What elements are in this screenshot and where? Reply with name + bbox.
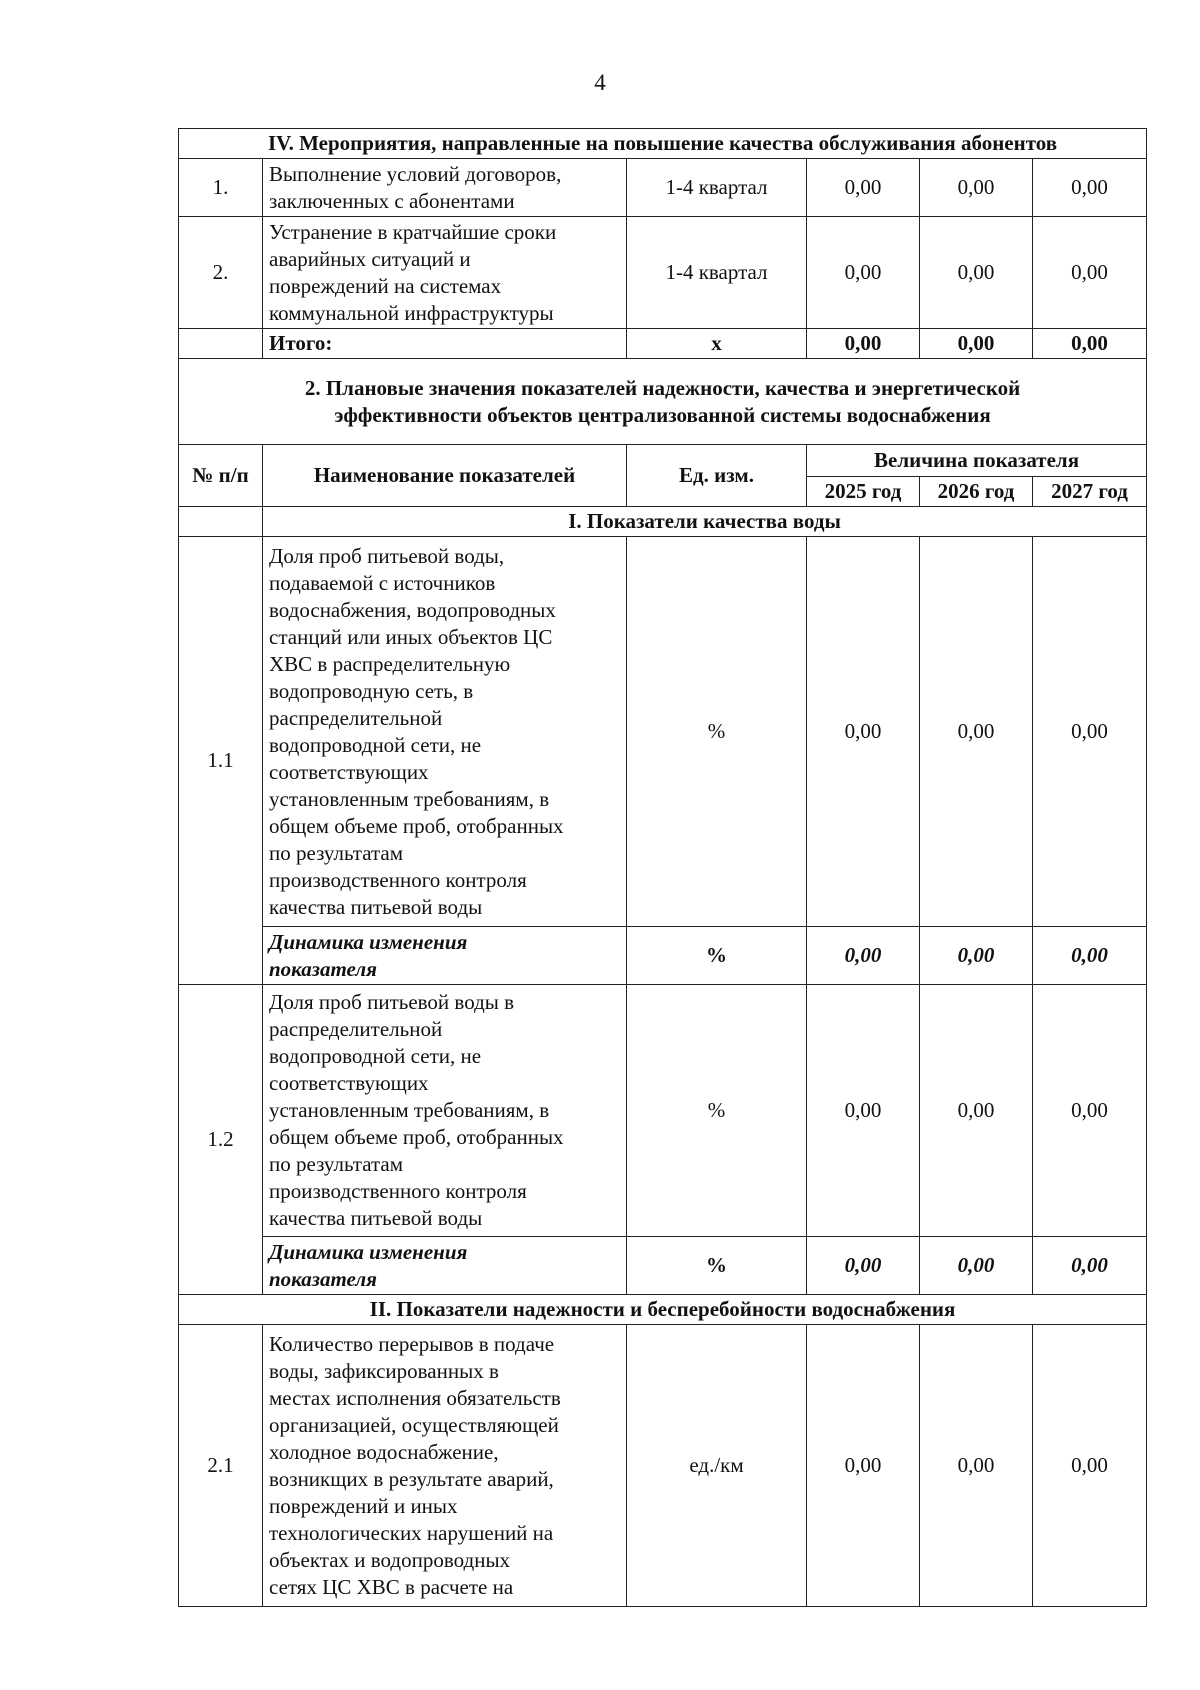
indicator-name: Доля проб питьевой воды в распределительной водопроводной сети, не соответствующих установленным требованиям, в общем объеме проб, отобранных по результатам производственного контроля качества питьевой воды bbox=[263, 985, 627, 1237]
indicator-name: Количество перерывов в подаче воды, зафиксированных в местах исполнения обязательств организацией, осуществляющей холодное водоснабжение, возникщих в результате аварий, повреждений и иных технологических нарушений на объектах и водопроводных сетях ЦС ХВС в расчете на bbox=[263, 1325, 627, 1607]
indicator-name: Доля проб питьевой воды, подаваемой с источников водоснабжения, водопроводных станций или иных объектов ЦС ХВС в распределительную водопроводную сеть, в распределительной водопроводной сети, не соответствующих установленным требованиям, в общем объеме проб, отобранных по результатам производственного контроля качества питьевой воды bbox=[263, 537, 627, 927]
value-2025: 0,00 bbox=[807, 217, 920, 329]
group2-title-row bbox=[179, 1295, 1147, 1325]
section4-title-row bbox=[179, 129, 1147, 159]
value-2025: 0,00 bbox=[807, 985, 920, 1237]
total-2025: 0,00 bbox=[807, 329, 920, 359]
value-2025: 0,00 bbox=[807, 537, 920, 927]
dynamics-row bbox=[179, 1237, 1147, 1295]
value-2026: 0,00 bbox=[920, 1325, 1033, 1607]
indicator-unit: % bbox=[627, 985, 807, 1237]
dynamics-name: Динамика изменения показателя bbox=[263, 1237, 627, 1295]
measure-name: Устранение в кратчайшие сроки аварийных ситуаций и повреждений на системах коммунальной инфраструктуры bbox=[263, 217, 627, 329]
empty-cell bbox=[179, 507, 263, 537]
dynamics-name: Динамика изменения показателя bbox=[263, 927, 627, 985]
total-label: Итого: bbox=[263, 329, 627, 359]
value-2027: 0,00 bbox=[1033, 985, 1147, 1237]
section4-title: IV. Мероприятия, направленные на повышение качества обслуживания абонентов bbox=[179, 129, 1147, 159]
row-number: 2.1 bbox=[179, 1325, 263, 1607]
dynamics-2026: 0,00 bbox=[920, 927, 1033, 985]
value-2027: 0,00 bbox=[1033, 1325, 1147, 1607]
value-2026: 0,00 bbox=[920, 159, 1033, 217]
measure-period: 1-4 квартал bbox=[627, 217, 807, 329]
dynamics-row bbox=[179, 927, 1147, 985]
row-number: 1. bbox=[179, 159, 263, 217]
value-2025: 0,00 bbox=[807, 1325, 920, 1607]
dynamics-2027: 0,00 bbox=[1033, 927, 1147, 985]
group1-title: I. Показатели качества воды bbox=[263, 507, 1147, 537]
table-row bbox=[179, 1325, 1147, 1607]
value-2026: 0,00 bbox=[920, 985, 1033, 1237]
value-2027: 0,00 bbox=[1033, 537, 1147, 927]
value-2026: 0,00 bbox=[920, 537, 1033, 927]
header-unit: Ед. изм. bbox=[627, 445, 807, 507]
dynamics-2025: 0,00 bbox=[807, 1237, 920, 1295]
header-year-2025: 2025 год bbox=[807, 477, 920, 507]
value-2025: 0,00 bbox=[807, 159, 920, 217]
measure-period: 1-4 квартал bbox=[627, 159, 807, 217]
empty-cell bbox=[179, 329, 263, 359]
header-name: Наименование показателей bbox=[263, 445, 627, 507]
indicator-unit: % bbox=[627, 537, 807, 927]
dynamics-2025: 0,00 bbox=[807, 927, 920, 985]
row-number: 1.2 bbox=[179, 985, 263, 1295]
dynamics-unit: % bbox=[627, 927, 807, 985]
indicator-unit: ед./км bbox=[627, 1325, 807, 1607]
group2-title: II. Показатели надежности и бесперебойности водоснабжения bbox=[179, 1295, 1147, 1325]
row-number: 2. bbox=[179, 217, 263, 329]
dynamics-unit: % bbox=[627, 1237, 807, 1295]
row-number: 1.1 bbox=[179, 537, 263, 985]
value-2027: 0,00 bbox=[1033, 159, 1147, 217]
dynamics-2027: 0,00 bbox=[1033, 1237, 1147, 1295]
table-row bbox=[179, 537, 1147, 927]
header-row bbox=[179, 445, 1147, 477]
indicators-table bbox=[178, 128, 1147, 1607]
total-2027: 0,00 bbox=[1033, 329, 1147, 359]
value-2027: 0,00 bbox=[1033, 217, 1147, 329]
header-year-2027: 2027 год bbox=[1033, 477, 1147, 507]
total-row bbox=[179, 329, 1147, 359]
page-number: 4 bbox=[594, 70, 606, 95]
table-row bbox=[179, 217, 1147, 329]
part2-title: 2. Плановые значения показателей надежности, качества и энергетической эффективности объектов централизованной системы водоснабжения bbox=[179, 359, 1147, 445]
group1-title-row bbox=[179, 507, 1147, 537]
measure-name: Выполнение условий договоров, заключенных с абонентами bbox=[263, 159, 627, 217]
part2-title-row bbox=[179, 359, 1147, 445]
value-2026: 0,00 bbox=[920, 217, 1033, 329]
table-row bbox=[179, 159, 1147, 217]
total-period: х bbox=[627, 329, 807, 359]
header-value: Величина показателя bbox=[807, 445, 1147, 477]
total-2026: 0,00 bbox=[920, 329, 1033, 359]
header-number: № п/п bbox=[179, 445, 263, 507]
table-row bbox=[179, 985, 1147, 1237]
header-year-2026: 2026 год bbox=[920, 477, 1033, 507]
dynamics-2026: 0,00 bbox=[920, 1237, 1033, 1295]
